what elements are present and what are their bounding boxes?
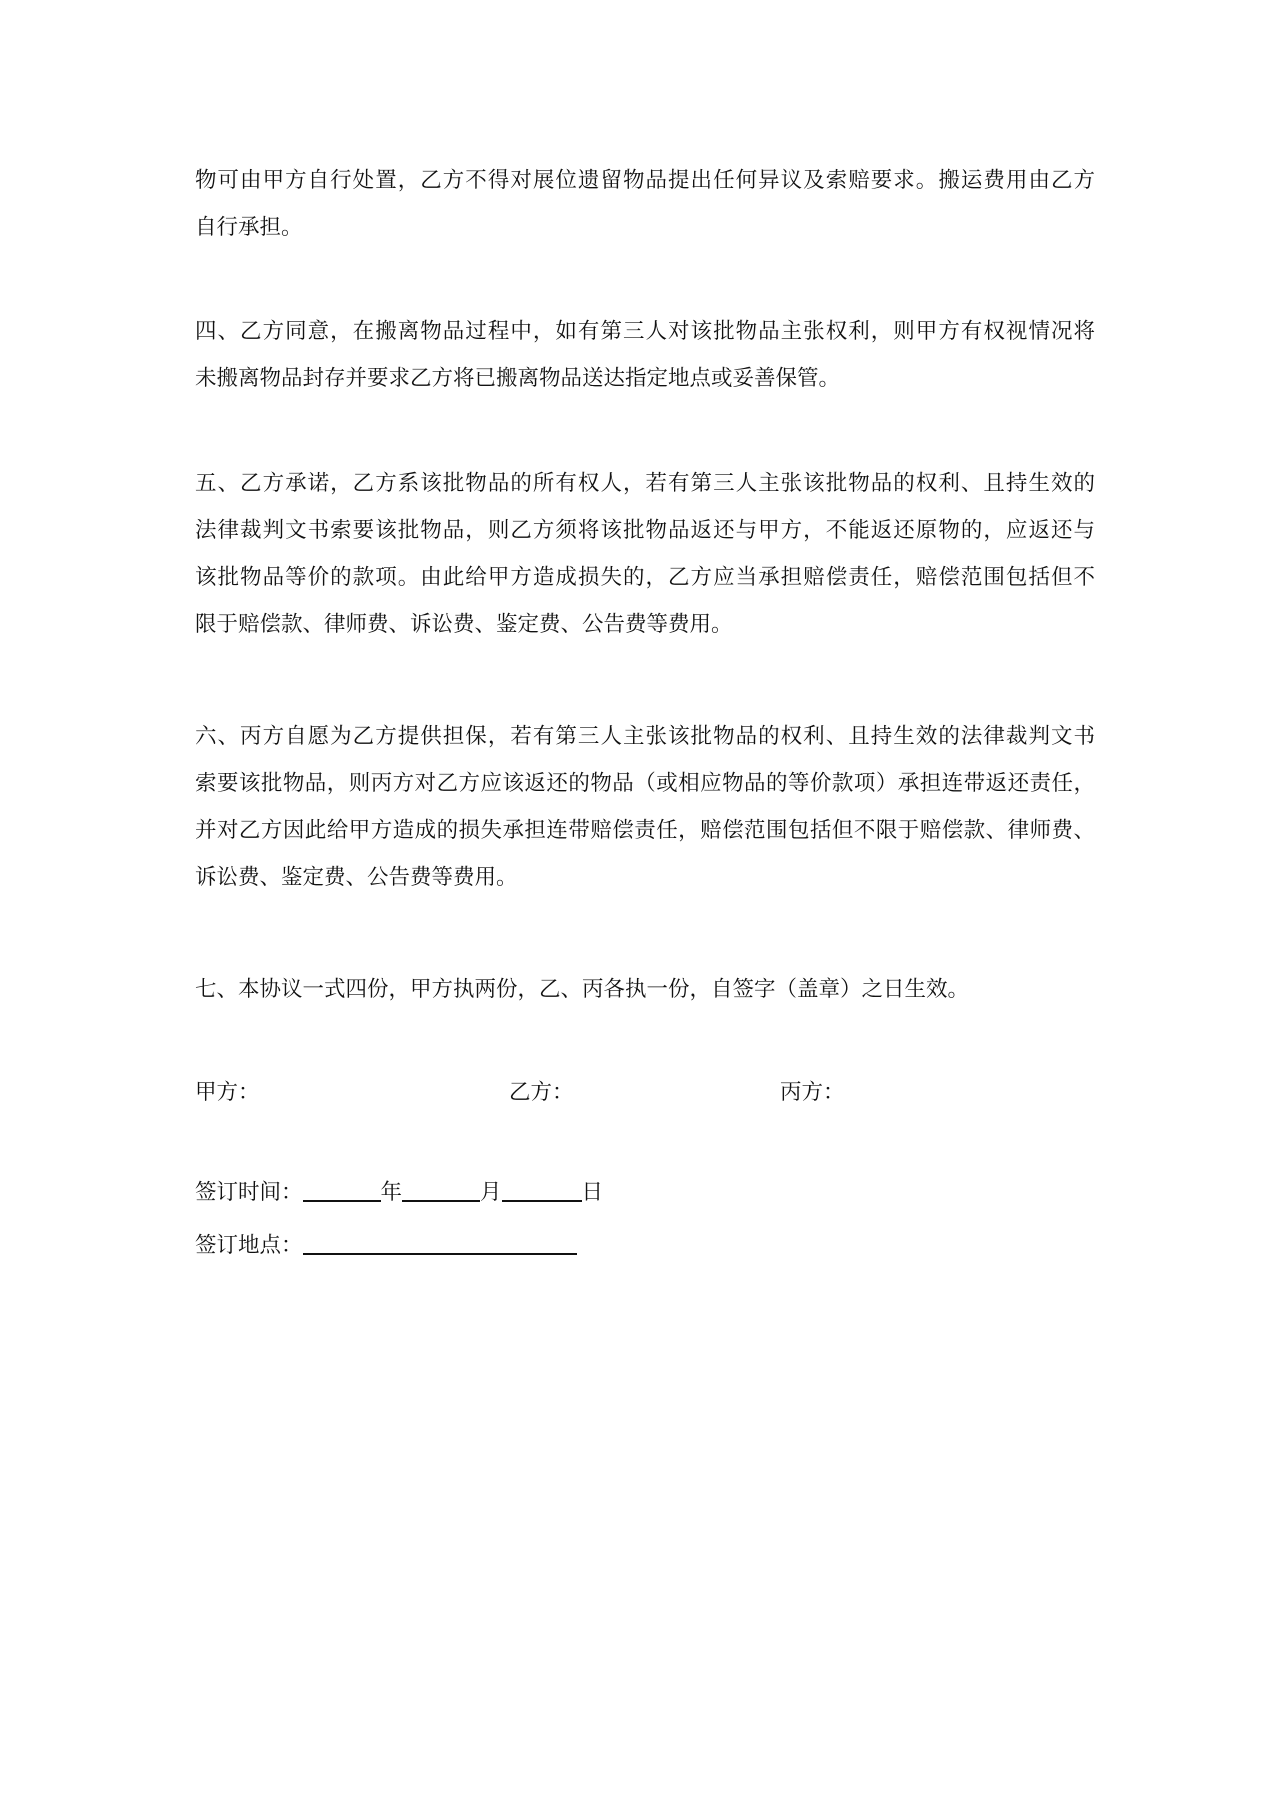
clause-line: 未搬离物品封存并要求乙方将已搬离物品送达指定地点或妥善保管。 bbox=[195, 366, 841, 391]
sign-date-line bbox=[195, 1173, 603, 1213]
clause-line: 七、本协议一式四份，甲方执两份，乙、丙各执一份，自签字（盖章）之日生效。 bbox=[195, 977, 970, 1002]
sign-place-label: 签订地点： bbox=[195, 1233, 303, 1258]
clause-line: 自行承担。 bbox=[195, 215, 303, 240]
clause-line: 六、丙方自愿为乙方提供担保，若有第三人主张该批物品的权利、且持生效的法律裁判文书 bbox=[195, 724, 1095, 749]
party-a-label: 甲方： bbox=[195, 1080, 260, 1105]
clause-4 bbox=[195, 308, 1095, 402]
day-suffix: 日 bbox=[581, 1180, 604, 1205]
clause-6 bbox=[195, 713, 1095, 901]
clause-line: 法律裁判文书索要该批物品，则乙方须将该批物品返还与甲方，不能返还原物的，应返还与 bbox=[195, 518, 1095, 543]
clause-line: 限于赔偿款、律师费、诉讼费、鉴定费、公告费等费用。 bbox=[195, 612, 733, 637]
month-suffix: 月 bbox=[480, 1180, 502, 1205]
clause-line: 索要该批物品，则丙方对乙方应该返还的物品（或相应物品的等价款项）承担连带返还责任， bbox=[195, 771, 1095, 796]
party-b-label: 乙方： bbox=[509, 1080, 574, 1105]
month-blank[interactable] bbox=[402, 1174, 480, 1202]
signature-parties bbox=[195, 1073, 1095, 1113]
clause-5 bbox=[195, 460, 1095, 648]
place-blank[interactable] bbox=[303, 1227, 577, 1255]
clause-line: 五、乙方承诺，乙方系该批物品的所有权人，若有第三人主张该批物品的权利、且持生效的 bbox=[195, 471, 1095, 496]
clause-line: 四、乙方同意，在搬离物品过程中，如有第三人对该批物品主张权利，则甲方有权视情况将 bbox=[195, 319, 1095, 344]
sign-date-label: 签订时间： bbox=[195, 1180, 303, 1205]
clause-3-continuation bbox=[195, 157, 1095, 251]
clause-line: 该批物品等价的款项。由此给甲方造成损失的，乙方应当承担赔偿责任，赔偿范围包括但不 bbox=[195, 565, 1095, 590]
sign-place-line bbox=[195, 1226, 577, 1266]
year-suffix: 年 bbox=[380, 1180, 403, 1205]
clause-line: 物可由甲方自行处置，乙方不得对展位遗留物品提出任何异议及索赔要求。搬运费用由乙方 bbox=[195, 168, 1095, 193]
clause-line: 并对乙方因此给甲方造成的损失承担连带赔偿责任，赔偿范围包括但不限于赔偿款、律师费、 bbox=[195, 818, 1095, 843]
year-blank[interactable] bbox=[303, 1174, 381, 1202]
day-blank[interactable] bbox=[502, 1174, 582, 1202]
clause-line: 诉讼费、鉴定费、公告费等费用。 bbox=[195, 865, 518, 890]
clause-7 bbox=[195, 966, 1095, 1013]
party-c-label: 丙方： bbox=[780, 1080, 845, 1105]
